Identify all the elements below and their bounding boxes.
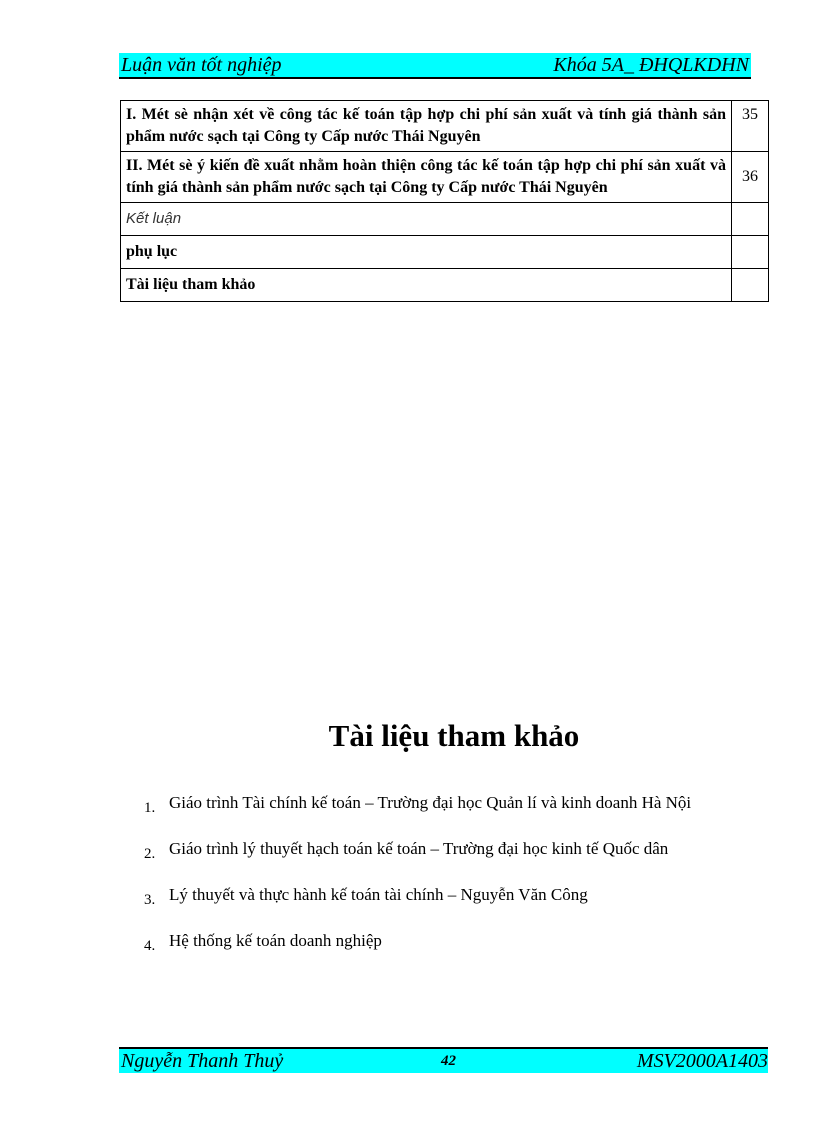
reference-number: 3. [144, 892, 156, 908]
reference-number: 4. [144, 938, 156, 954]
header-thesis-label: Luận văn tốt nghiệp [121, 54, 282, 76]
page-number: 42 [441, 1053, 456, 1069]
header-course-label: Khóa 5A_ ĐHQLKDHN [553, 54, 749, 76]
reference-text: Giáo trình Tài chính kế toán – Trường đại học Quản lí và kinh doanh Hà Nội [169, 793, 692, 812]
toc-row [121, 203, 769, 236]
toc-entry-text: Tài liệu tham khảo [121, 269, 732, 302]
list-item [144, 884, 691, 930]
toc-entry-page [732, 203, 769, 236]
toc-entry-page: 35 [732, 101, 769, 152]
reference-number: 1. [144, 800, 156, 816]
toc-entry-text: phụ lục [121, 236, 732, 269]
toc-entry-text: II. Mét sè ý kiến đề xuất nhằm hoàn thiện công tác kế toán tập hợp chi phí sản xuất và tính giá thành sản phẩm nước sạch tại Công ty Cấp nước Thái Nguyên [121, 152, 732, 203]
references-title: Tài liệu tham khảo [328, 718, 580, 753]
toc-entry-text: Kết luận [121, 203, 732, 236]
list-item [144, 838, 691, 884]
references-list [144, 792, 691, 976]
page-footer [119, 1047, 768, 1073]
list-item [144, 792, 691, 838]
list-item [144, 930, 691, 976]
toc-row [121, 236, 769, 269]
reference-number: 2. [144, 846, 156, 862]
page-header [119, 53, 751, 79]
toc-row [121, 152, 769, 203]
reference-text: Lý thuyết và thực hành kế toán tài chính – Nguyễn Văn Công [169, 885, 588, 904]
footer-student-id: MSV2000A1403 [636, 1050, 768, 1072]
reference-text: Hệ thống kế toán doanh nghiệp [169, 931, 382, 950]
toc-entry-page: 36 [732, 152, 769, 203]
toc-entry-page [732, 269, 769, 302]
toc-row [121, 269, 769, 302]
footer-author: Nguyễn Thanh Thuỷ [121, 1050, 284, 1072]
table-of-contents [120, 100, 769, 302]
reference-text: Giáo trình lý thuyết hạch toán kế toán – Trường đại học kinh tế Quốc dân [169, 839, 669, 858]
toc-entry-text: I. Mét sè nhận xét về công tác kế toán tập hợp chi phí sản xuất và tính giá thành sản phẩm nước sạch tại Công ty Cấp nước Thái Nguyên [121, 101, 732, 152]
toc-entry-page [732, 236, 769, 269]
toc-row [121, 101, 769, 152]
